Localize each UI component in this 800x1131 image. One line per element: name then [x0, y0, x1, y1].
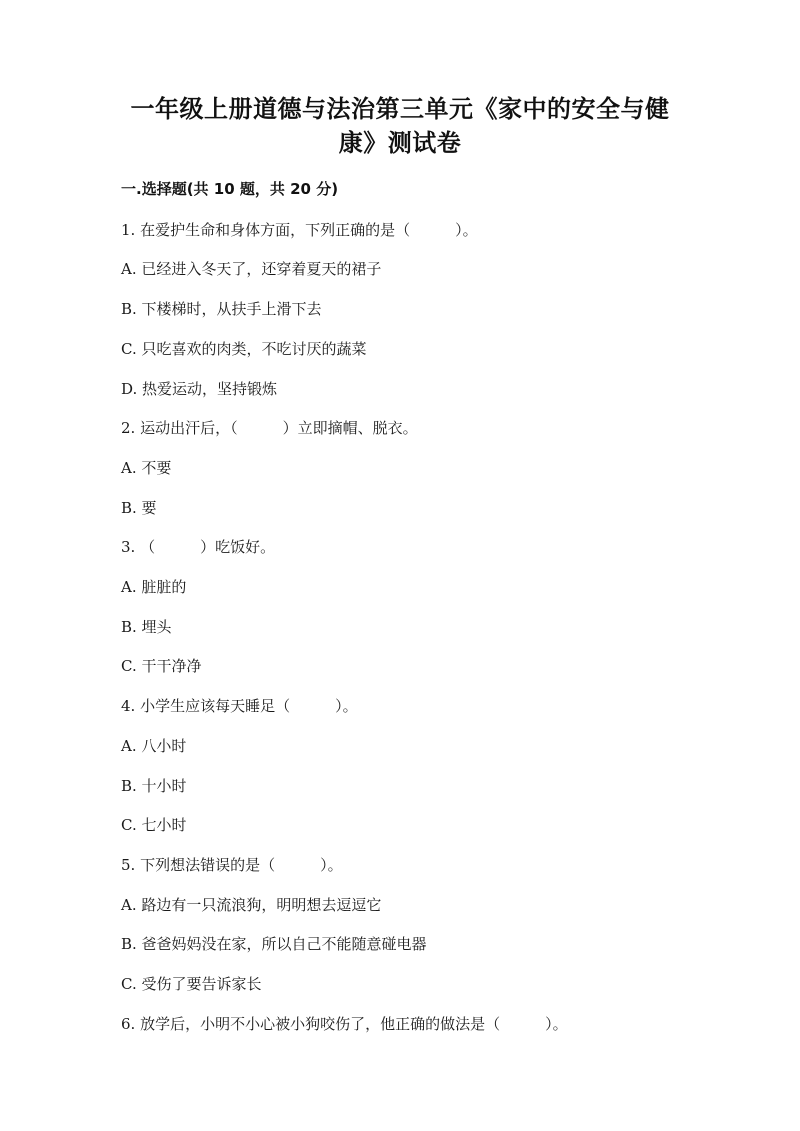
question-2-option-a: A. 不要 — [121, 459, 172, 477]
question-4-stem: 4. 小学生应该每天睡足（ ）。 — [121, 697, 358, 715]
question-1-option-d: D. 热爱运动，坚持锻炼 — [121, 380, 278, 398]
title-line-2: 康》测试卷 — [338, 129, 462, 157]
question-4-option-b: B. 十小时 — [121, 777, 187, 795]
question-5-option-c: C. 受伤了要告诉家长 — [121, 975, 262, 993]
title-line-1: 一年级上册道德与法治第三单元《家中的安全与健 — [130, 95, 670, 123]
question-1-option-a: A. 已经进入冬天了，还穿着夏天的裙子 — [121, 260, 382, 278]
question-5-stem: 5. 下列想法错误的是（ ）。 — [121, 856, 343, 874]
question-4-option-c: C. 七小时 — [121, 816, 187, 834]
section-heading: 一.选择题(共 10 题，共 20 分) — [121, 180, 339, 198]
question-1-stem: 1. 在爱护生命和身体方面，下列正确的是（ ）。 — [121, 221, 478, 239]
question-4-option-a: A. 八小时 — [121, 737, 187, 755]
question-3-stem: 3. （ ）吃饭好。 — [121, 538, 276, 556]
question-1-option-b: B. 下楼梯时，从扶手上滑下去 — [121, 300, 322, 318]
question-2-stem: 2. 运动出汗后，（ ）立即摘帽、脱衣。 — [121, 419, 418, 437]
question-3-option-c: C. 干干净净 — [121, 657, 202, 675]
question-5-option-a: A. 路边有一只流浪狗，明明想去逗逗它 — [121, 896, 382, 914]
question-3-option-b: B. 埋头 — [121, 618, 172, 636]
question-3-option-a: A. 脏脏的 — [121, 578, 187, 596]
question-2-option-b: B. 要 — [121, 499, 157, 517]
question-1-option-c: C. 只吃喜欢的肉类，不吃讨厌的蔬菜 — [121, 340, 367, 358]
question-6-stem: 6. 放学后，小明不小心被小狗咬伤了，他正确的做法是（ ）。 — [121, 1015, 568, 1033]
page-title — [100, 92, 700, 160]
question-5-option-b: B. 爸爸妈妈没在家，所以自己不能随意碰电器 — [121, 935, 427, 953]
